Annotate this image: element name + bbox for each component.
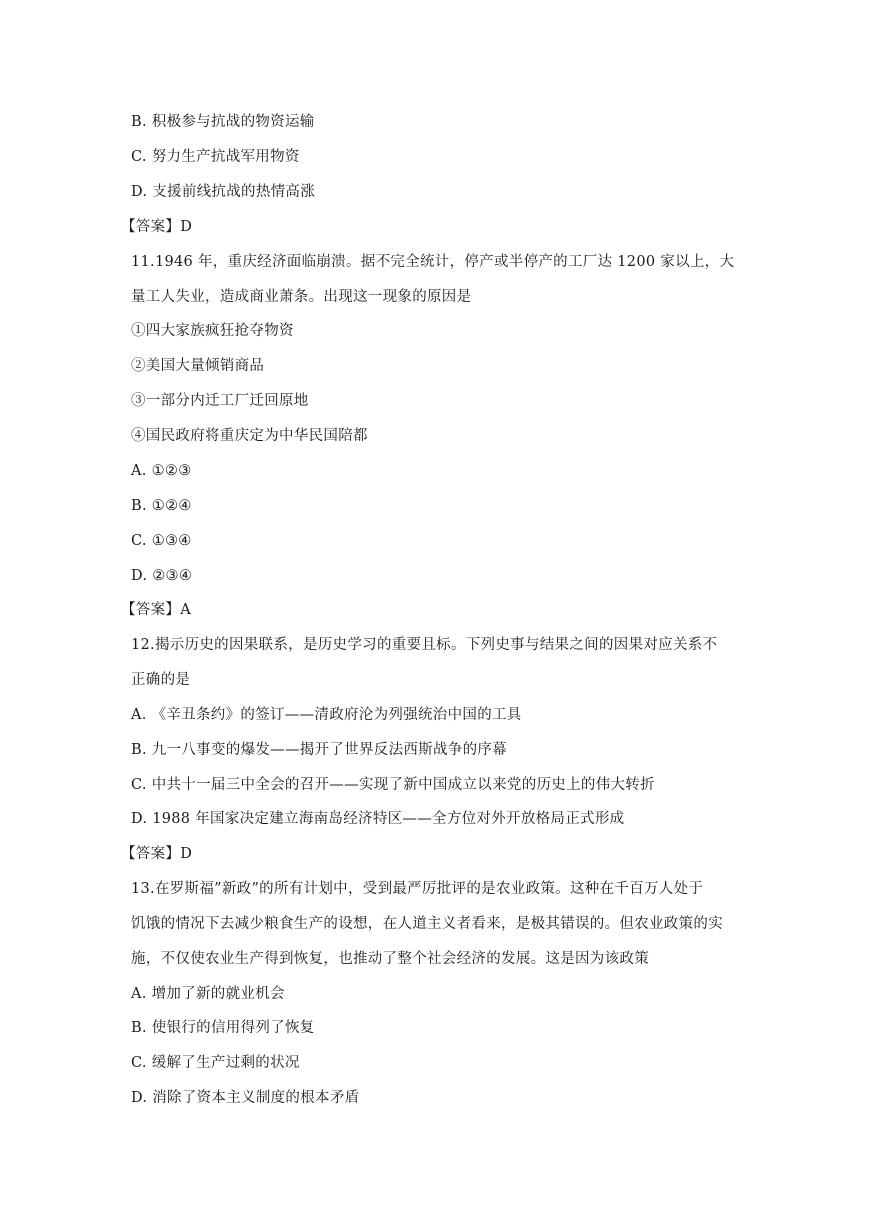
q12-option-a: A. 《辛丑条约》的签订——清政府沦为列强统治中国的工具 (131, 707, 522, 723)
q12-stem-line2: 正确的是 (131, 672, 191, 688)
q11-answer: 【答案】A (121, 602, 191, 618)
q11-option-b: B. ①②④ (131, 498, 192, 514)
q12-option-d: D. 1988 年国家决定建立海南岛经济特区——全方位对外开放格局正式形成 (131, 811, 625, 827)
q13-stem-line2: 饥饿的情况下去减少粮食生产的设想，在人道主义者看来，是极其错误的。但农业政策的实 (131, 916, 723, 932)
q11-item-4: ④国民政府将重庆定为中华民国陪都 (131, 428, 368, 444)
q10-option-d: D. 支援前线抗战的热情高涨 (131, 184, 316, 200)
q11-item-2: ②美国大量倾销商品 (131, 358, 265, 374)
q12-option-b: B. 九一八事变的爆发——揭开了世界反法西斯战争的序幕 (131, 742, 507, 758)
q11-stem-line1: 11.1946 年，重庆经济面临崩溃。据不完全统计，停产或半停产的工厂达 1200 家以上，大 (131, 254, 735, 270)
q11-option-d: D. ②③④ (131, 568, 193, 584)
q12-option-c: C. 中共十一届三中全会的召开——实现了新中国成立以来党的历史上的伟大转折 (131, 777, 655, 793)
q11-option-c: C. ①③④ (131, 533, 192, 549)
q10-answer: 【答案】D (121, 219, 193, 235)
q11-stem-line2: 量工人失业，造成商业萧条。出现这一现象的原因是 (131, 289, 472, 305)
q12-stem-line1: 12.揭示历史的因果联系，是历史学习的重要且标。下列史事与结果之间的因果对应关系不 (131, 637, 718, 653)
q10-option-b: B. 积极参与抗战的物资运输 (131, 114, 315, 130)
q13-stem-line1: 13.在罗斯福”新政”的所有计划中，受到最严厉批评的是农业政策。这种在千百万人处于 (131, 881, 704, 897)
q11-item-3: ③一部分内迁工厂迁回原地 (131, 393, 309, 409)
q11-item-1: ①四大家族疯狂抢夺物资 (131, 323, 294, 339)
q10-option-c: C. 努力生产抗战军用物资 (131, 149, 300, 165)
q13-option-b: B. 使银行的信用得列了恢复 (131, 1020, 315, 1036)
q12-answer: 【答案】D (121, 846, 193, 862)
q13-option-a: A. 增加了新的就业机会 (131, 986, 285, 1002)
q13-stem-line3: 施，不仅使农业生产得到恢复，也推动了整个社会经济的发展。这是因为该政策 (131, 951, 649, 967)
q11-option-a: A. ①②③ (131, 463, 192, 479)
q13-option-d: D. 消除了资本主义制度的根本矛盾 (131, 1090, 360, 1106)
q13-option-c: C. 缓解了生产过剩的状况 (131, 1055, 300, 1071)
